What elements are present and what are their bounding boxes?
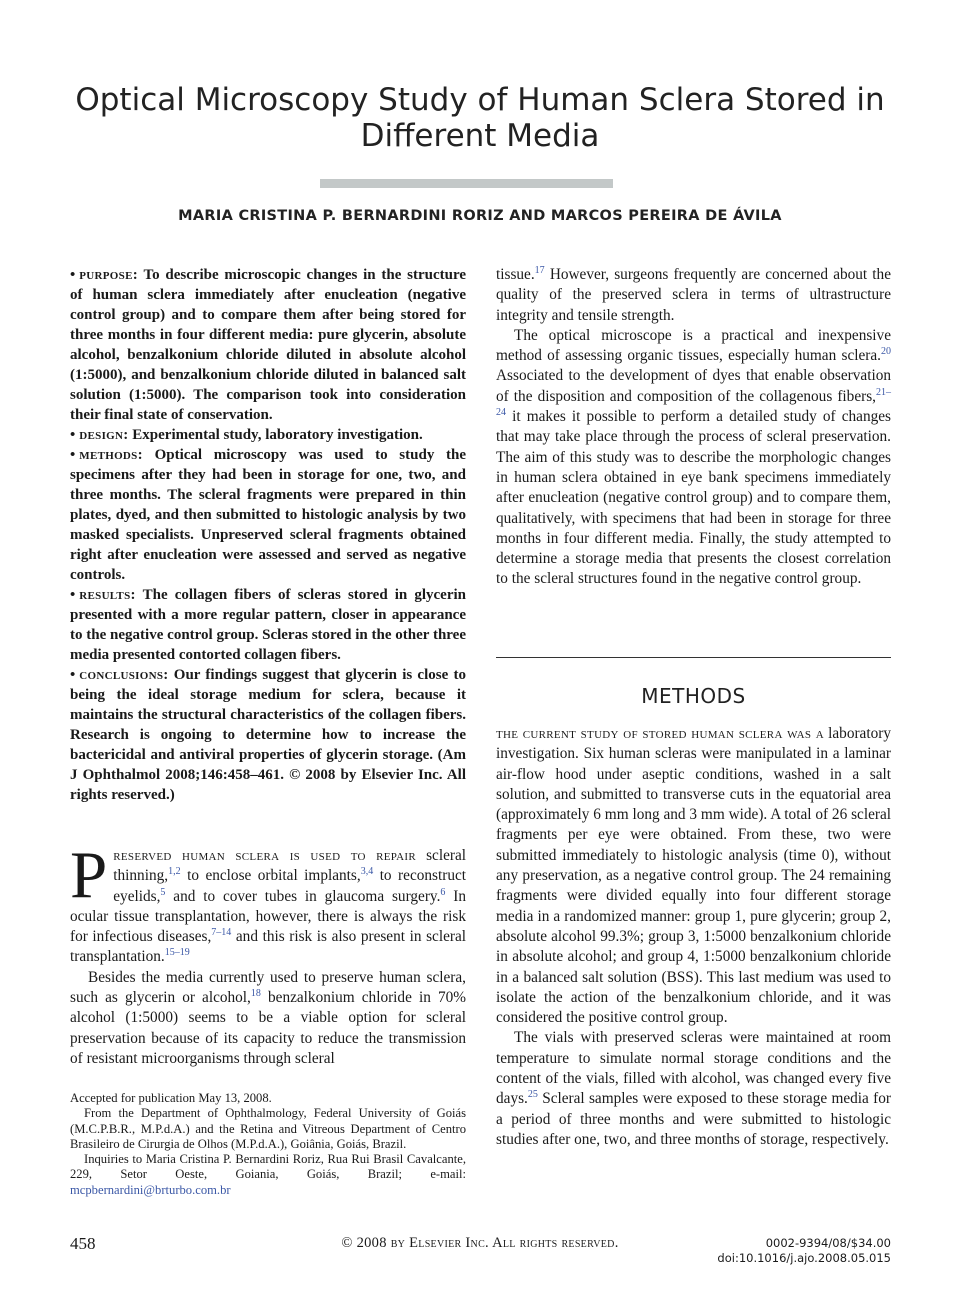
intro-text: to enclose orbital implants,	[187, 867, 361, 885]
abstract-conclusions	[70, 665, 466, 805]
intro-paragraph-2	[70, 968, 466, 1069]
introduction-left	[70, 838, 467, 1069]
abstract-methods	[70, 445, 466, 585]
conclusions-text: Our findings suggest that glycerin is close to being the ideal storage medium for sclera, because it maintains the structural characteristics of the collagen fibers. Research is ongoing to determine how to increase the bactericidal and antiviral properties of glycerin storage.	[70, 667, 466, 763]
doi[interactable]: doi:10.1016/j.ajo.2008.05.015	[717, 1251, 891, 1265]
abstract-results	[70, 585, 466, 665]
reference-link[interactable]: 6	[440, 886, 446, 898]
purpose-text: To describe microscopic changes in the structure of human sclera immediately after enucleation (negative control group) and to compare them after being stored for three months in four different media: pure glycerin, absolute alcohol, benzalkonium chloride diluted in absolute alcohol (1:5000), and benzalkonium chloride diluted in balanced salt solution (1:5000). The comparison took into consideration their final state of conservation.	[70, 267, 466, 423]
reference-link[interactable]: 25	[527, 1089, 538, 1101]
methods-text: Optical microscopy was used to study the specimens after they had been in storage for one, two, and three months. The scleral fragments were prepared in thin plates, dyed, and then submitted to histologic analysis by two masked specialists. Unpreserved scleral fragments obtained right after enucleation were assessed and served as negative controls.	[70, 447, 466, 583]
reference-link[interactable]: 3,4	[360, 866, 374, 878]
footer-identifiers	[717, 1236, 891, 1266]
title-rule	[320, 179, 613, 188]
methods-text: laboratory investigation. Six human scleras were manipulated in a laminar air-flow hood under aseptic conditions, washed in a salt solution, and submitted to transverse cuts in the equatorial area (approximately 6 mm long and 3 mm wide). A total of 26 scleral fragments per eye were obtained. From these, two were submitted immediately to histologic analysis (time 0), without any preservation, as a negative control group. The 24 remaining fragments were divided equally into four different storage media in a randomized manner: group 1, pure glycerin; group 2, absolute alcohol 99.3%; group 3, 1:5000 benzalkonium chloride in absolute alcohol; and group 4, 1:5000 benzalkonium chloride in a balanced salt solution (BSS). This last medium was used to isolate the action of the benzalkonium chloride, and it was considered the positive control group.	[496, 725, 891, 1027]
methods-text: The vials with preserved scleras were maintained at room temperature to simulate normal storage conditions and the content of the vials, filled with alcohol, was changed every five days.	[496, 1029, 891, 1108]
conclusions-label: conclusions:	[79, 667, 169, 683]
introduction-right	[496, 265, 891, 590]
results-label: results:	[79, 587, 136, 603]
intro-paragraph-3	[496, 326, 891, 590]
intro-text: and to cover tubes in glaucoma surgery.	[173, 887, 441, 905]
methods-text: Scleral samples were exposed to these storage media for a period of three months and were submitted to histologic studies after one, two, and three months of storage, respectively.	[496, 1090, 891, 1148]
results-text: The collagen fibers of scleras stored in glycerin presented with a more regular pattern, closer in appearance to the negative control group. Scleras stored in the other three media presented contorted collagen fibers.	[70, 587, 466, 663]
bullet-icon: •	[70, 267, 76, 283]
design-text: Experimental study, laboratory investigation.	[132, 427, 423, 443]
intro-text: it makes it possible to perform a detailed study of changes that may take place through the process of scleral preservation. The aim of this study was to describe the morphologic changes in human sclera obtained in eye bank specimens immediately after enucleation (negative control group) and to compare them, qualitatively, with specimens that had been in storage for three months in four different media. Finally, the study attempted to determine a storage media that presents the closest correlation to the scleral structures found in the negative control group.	[496, 408, 891, 588]
footnote-accepted: Accepted for publication May 13, 2008.	[70, 1091, 272, 1105]
intro-text: Besides the media currently used to preserve human sclera, such as glycerin or alcohol,	[70, 968, 466, 1007]
methods-section	[496, 724, 891, 1150]
footnotes	[70, 1091, 466, 1198]
issn: 0002-9394/08/$34.00	[765, 1236, 891, 1250]
footnote-affiliation: From the Department of Ophthalmology, Federal University of Goiás (M.C.P.B.R., M.P.d.A.) and the Retina and Vitreous Department of Centro Brasileiro de Cirurgia de Olhos (M.P.d.A.), Goiânia, Goiás, Brazil.	[70, 1106, 466, 1151]
purpose-label: purpose:	[79, 267, 138, 283]
title-line-1: Optical Microscopy Study of Human Sclera Stored in	[75, 82, 885, 118]
email-link[interactable]: mcpbernardini@brturbo.com.br	[70, 1182, 231, 1197]
drop-cap: P	[70, 838, 108, 912]
abstract	[70, 265, 466, 805]
methods-heading: METHODS	[641, 684, 746, 708]
footnote-inquiries	[70, 1152, 466, 1198]
intro-text: The optical microscope is a practical and inexpensive method of assessing organic tissues, especially human sclera.	[496, 326, 891, 365]
reference-link[interactable]: 1,2	[168, 866, 181, 878]
methods-paragraph-1	[496, 724, 891, 1028]
section-divider	[496, 657, 891, 658]
intro-text: scleral thinning,	[113, 847, 466, 885]
author-list: MARIA CRISTINA P. BERNARDINI RORIZ AND MARCOS PEREIRA DE ÁVILA	[178, 208, 782, 224]
reference-link[interactable]: 18	[250, 987, 261, 999]
inquiries-text: Inquiries to Maria Cristina P. Bernardini Roriz, Rua Rui Brasil Cavalcante, 229, Setor Oeste, Goiania, Goiás, Brazil; e-mail:	[70, 1152, 466, 1182]
intro-lead: reserved human sclera is used to repair	[113, 847, 417, 864]
intro-text: benzalkonium chloride in 70% alcohol (1:5000) seems to be a viable option for scleral preservation because of its capacity to reduce the transmission of resistant microorganisms through scleral	[70, 989, 467, 1067]
abstract-citation: (Am J Ophthalmol 2008;146:458–461. © 2008 by Elsevier Inc. All rights reserved.)	[70, 747, 466, 803]
reference-link[interactable]: 7–14	[211, 927, 232, 939]
intro-paragraph-2-cont	[496, 265, 891, 326]
intro-paragraph-1	[70, 838, 467, 968]
abstract-design	[70, 425, 466, 445]
methods-lead: the current study of stored human sclera was a	[496, 725, 824, 742]
page-number: 458	[70, 1234, 96, 1253]
intro-text: Associated to the development of dyes that enable observation of the disposition and composition of the collagenous fibers,	[496, 367, 891, 405]
intro-text: to reconstruct eyelids,	[113, 867, 467, 905]
methods-paragraph-2	[496, 1028, 891, 1150]
bullet-icon: •	[70, 587, 76, 603]
bullet-icon: •	[70, 427, 76, 443]
reference-link[interactable]: 20	[881, 346, 891, 358]
intro-text: However, surgeons frequently are concerned about the quality of the preserved sclera in terms of ultrastructure integrity and tensile strength.	[496, 266, 891, 324]
intro-text: In ocular tissue transplantation, however, there is always the risk for infectious diseases,	[70, 887, 467, 946]
intro-text: tissue.	[496, 266, 535, 283]
bullet-icon: •	[70, 447, 76, 463]
methods-label: methods:	[79, 447, 143, 463]
footer-copyright: © 2008 by Elsevier Inc. All rights reserved.	[341, 1235, 619, 1251]
intro-text: and this risk is also present in scleral transplantation.	[70, 928, 466, 966]
reference-link[interactable]: 5	[160, 886, 166, 898]
reference-link[interactable]: 17	[534, 264, 545, 276]
bullet-icon: •	[70, 667, 76, 683]
reference-link[interactable]: 15–19	[164, 947, 190, 959]
design-label: design:	[79, 427, 129, 443]
title-line-2: Different Media	[360, 118, 600, 154]
reference-link[interactable]: 21–24	[496, 386, 891, 418]
article-title	[60, 82, 900, 154]
abstract-purpose	[70, 265, 466, 425]
